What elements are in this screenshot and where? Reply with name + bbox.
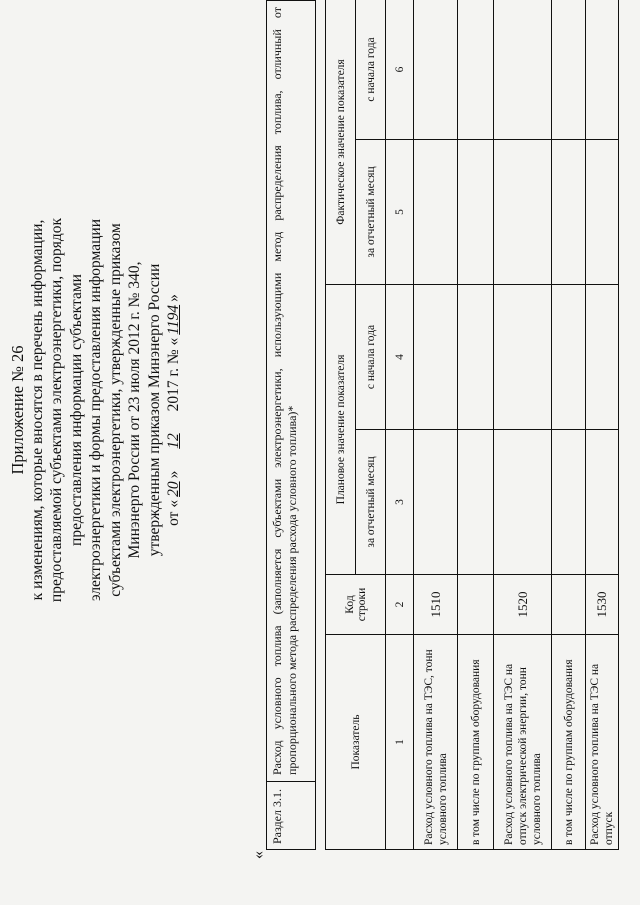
empty-cell: [494, 139, 552, 284]
table-row: [458, 0, 494, 850]
row-indicator: в том числе по группам оборудования: [552, 635, 586, 850]
empty-cell: [494, 430, 552, 575]
date-year: 2017 г. № «: [165, 337, 182, 412]
header-actual-year: с начала года: [356, 0, 386, 139]
empty-cell: [552, 284, 586, 429]
table-row: [552, 0, 586, 850]
empty-cell: [586, 430, 619, 575]
row-indicator: Расход условного топлива на ТЭС на отпуск: [586, 635, 619, 850]
table-row: [494, 0, 552, 850]
empty-cell: [458, 0, 494, 139]
date-prefix: от «: [165, 499, 182, 526]
row-indicator: Расход условного топлива на ТЭС на отпуск электрической энергии, тонн условного топлива: [494, 635, 552, 850]
empty-cell: [552, 0, 586, 139]
empty-cell: [494, 0, 552, 139]
header-planned: Плановое значение показателя: [326, 284, 356, 574]
empty-cell: [552, 139, 586, 284]
empty-cell: [586, 284, 619, 429]
column-number: 5: [386, 139, 414, 284]
row-indicator: Расход условного топлива на ТЭС, тонн условного топлива: [414, 635, 458, 850]
empty-cell: [414, 284, 458, 429]
column-number: 3: [386, 430, 414, 575]
empty-cell: [458, 139, 494, 284]
appendix-line: к изменениям, которые вносятся в перечень информации,: [28, 219, 46, 601]
appendix-line: субъектами электроэнергетики, утвержденные приказом: [106, 223, 124, 597]
column-number: 2: [386, 575, 414, 635]
appendix-line: предоставления информации субъектами: [67, 274, 85, 546]
row-code: 1520: [494, 575, 552, 635]
appendix-title: Приложение № 26: [8, 345, 27, 475]
row-code: [552, 575, 586, 635]
table-row: [414, 0, 458, 850]
appendix-line: утвержденным приказом Минэнерго России: [145, 263, 163, 557]
row-code: 1530: [586, 575, 619, 635]
header-actual: Фактическое значение показателя: [326, 0, 356, 284]
section-code: Раздел 3.1.: [267, 781, 315, 849]
empty-cell: [494, 284, 552, 429]
section-description: Расход условного топлива (заполняется субъектами электроэнергетики, использующими метод распределения топлива, отличный от пропорционального метода распределения расхода условного топлива)*: [270, 7, 299, 775]
empty-cell: [458, 430, 494, 575]
date-suffix: »: [165, 294, 182, 302]
empty-cell: [586, 139, 619, 284]
header-actual-month: за отчетный месяц: [356, 139, 386, 284]
order-number: 1194: [165, 304, 182, 335]
row-indicator: в том числе по группам оборудования: [458, 635, 494, 850]
header-planned-year: с начала года: [356, 284, 386, 429]
appendix-date-line: [164, 90, 184, 730]
section-heading: [266, 0, 316, 850]
fuel-table: [325, 0, 619, 850]
row-code: [458, 575, 494, 635]
date-sep: »: [165, 470, 182, 479]
column-number: 1: [386, 635, 414, 850]
date-month: 12: [165, 433, 182, 449]
header-row-code: Код строки: [326, 575, 386, 635]
empty-cell: [458, 284, 494, 429]
header-planned-month: за отчетный месяц: [356, 430, 386, 575]
header-indicator: Показатель: [326, 635, 386, 850]
empty-cell: [414, 0, 458, 139]
date-day: 20: [165, 481, 182, 497]
column-number-row: [386, 0, 414, 850]
table-row: [586, 0, 619, 850]
appendix-line: Минэнерго России от 23 июля 2012 г. № 340,: [126, 261, 143, 559]
appendix-line: предоставляемой субъектами электроэнергетики, порядок: [48, 217, 65, 603]
column-number: 6: [386, 0, 414, 139]
empty-cell: [414, 430, 458, 575]
empty-cell: [586, 0, 619, 139]
opening-quote: «: [250, 851, 267, 859]
column-number: 4: [386, 284, 414, 429]
empty-cell: [552, 430, 586, 575]
appendix-line: электроэнергетики и формы предоставления информации: [87, 218, 104, 602]
row-code: 1510: [414, 575, 458, 635]
empty-cell: [414, 139, 458, 284]
appendix-header: [8, 90, 184, 730]
